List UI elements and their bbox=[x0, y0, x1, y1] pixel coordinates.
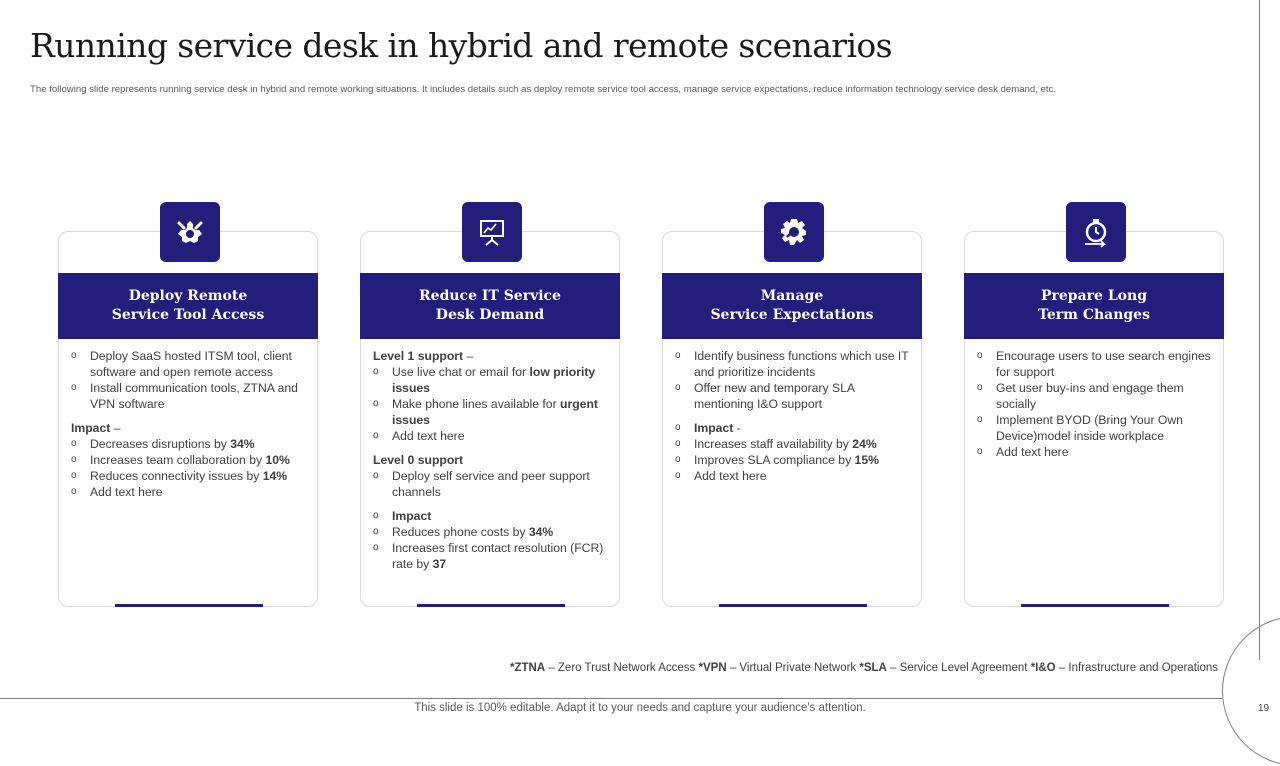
plain-text: Use live chat or email for bbox=[392, 365, 530, 379]
bullet-item bbox=[675, 468, 911, 484]
gear-hand-icon bbox=[764, 202, 824, 262]
bullet-marker: o bbox=[71, 350, 77, 361]
emphasis-text: 37 bbox=[432, 557, 447, 571]
plain-text: Reduces connectivity issues by bbox=[90, 469, 263, 483]
card-title bbox=[662, 273, 922, 339]
bullet-item bbox=[71, 484, 307, 500]
item-text bbox=[694, 436, 877, 452]
item-text bbox=[392, 364, 609, 396]
card-title bbox=[964, 273, 1224, 339]
item-text bbox=[90, 436, 255, 452]
item-text bbox=[90, 484, 163, 500]
item-text bbox=[694, 420, 741, 436]
bullet-item bbox=[977, 412, 1213, 444]
card-body bbox=[675, 348, 911, 484]
bullet-marker: o bbox=[977, 382, 983, 393]
card-title-line2: Service Expectations bbox=[710, 307, 874, 323]
page-number: 19 bbox=[1258, 703, 1270, 714]
footnote-term: *VPN bbox=[698, 662, 727, 674]
plain-text: Encourage users to use search engines for support bbox=[996, 349, 1211, 379]
item-text bbox=[694, 348, 911, 380]
bullet-item bbox=[675, 436, 911, 452]
footnote-term: *SLA bbox=[859, 662, 887, 674]
plain-text: Add text here bbox=[996, 445, 1069, 459]
bullet-item bbox=[71, 452, 307, 468]
bullet-item bbox=[675, 348, 911, 380]
emphasis-text: Level 0 support bbox=[373, 453, 464, 467]
card-title-line1: Reduce IT Service bbox=[419, 288, 561, 304]
emphasis-text: 10% bbox=[265, 453, 290, 467]
plain-text: Increases staff availability by bbox=[694, 437, 853, 451]
emphasis-text: Impact bbox=[71, 421, 111, 435]
bullet-item bbox=[977, 444, 1213, 460]
card-body bbox=[373, 348, 609, 572]
card-body bbox=[977, 348, 1213, 460]
emphasis-text: Level 1 support bbox=[373, 349, 464, 363]
item-text bbox=[996, 380, 1213, 412]
emphasis-text: Impact bbox=[694, 421, 734, 435]
bullet-item bbox=[977, 380, 1213, 412]
bullet-item bbox=[373, 540, 609, 572]
footer-divider bbox=[0, 698, 1222, 699]
plain-text: Add text here bbox=[694, 469, 767, 483]
item-text bbox=[996, 348, 1213, 380]
bullet-marker: o bbox=[675, 454, 681, 465]
item-text bbox=[90, 452, 290, 468]
plain-text: Add text here bbox=[90, 485, 163, 499]
card-bottom-bar bbox=[1021, 604, 1169, 607]
gear-settings-icon bbox=[160, 202, 220, 262]
plain-text: Increases first contact resolution (FCR) rate by bbox=[392, 541, 604, 571]
bullet-item bbox=[71, 348, 307, 380]
card-reduce-demand bbox=[360, 231, 620, 607]
bullet-marker: o bbox=[977, 414, 983, 425]
item-text bbox=[90, 348, 307, 380]
card-bottom-bar bbox=[417, 604, 565, 607]
page-subtitle: The following slide represents running service desk in hybrid and remote working situations. It includes details such as deploy remote service tool access, manage service expectations, reduce information technology service desk demand, etc. bbox=[30, 84, 1056, 95]
plain-text: Get user buy-ins and engage them socially bbox=[996, 381, 1184, 411]
bullet-item bbox=[373, 468, 609, 500]
item-text bbox=[392, 508, 431, 524]
item-text bbox=[392, 468, 609, 500]
plain-text: Offer new and temporary SLA mentioning I&O support bbox=[694, 381, 855, 411]
footnote-definition: – Service Level Agreement bbox=[886, 662, 1031, 674]
item-text bbox=[694, 380, 911, 412]
item-text bbox=[694, 452, 879, 468]
footnote-definition: – Zero Trust Network Access bbox=[545, 662, 699, 674]
plain-text: - bbox=[733, 421, 741, 435]
bullet-marker: o bbox=[675, 470, 681, 481]
footer-note: This slide is 100% editable. Adapt it to your needs and capture your audience's attention. bbox=[414, 702, 866, 714]
card-title-line2: Desk Demand bbox=[435, 307, 545, 323]
plain-text: Deploy self service and peer support channels bbox=[392, 469, 590, 499]
bullet-item bbox=[71, 436, 307, 452]
card-bottom-bar bbox=[115, 604, 263, 607]
item-text bbox=[71, 421, 120, 435]
bullet-marker: o bbox=[977, 350, 983, 361]
emphasis-text: low priority issues bbox=[392, 365, 596, 395]
plain-text: Make phone lines available for bbox=[392, 397, 561, 411]
bullet-marker: o bbox=[373, 430, 379, 441]
item-text bbox=[392, 428, 465, 444]
plain-text: – bbox=[110, 421, 121, 435]
plain-text: Improves SLA compliance by bbox=[694, 453, 855, 467]
bullet-item bbox=[675, 452, 911, 468]
bullet-item bbox=[373, 508, 609, 524]
item-text bbox=[694, 468, 767, 484]
bullet-item bbox=[373, 524, 609, 540]
card-title-line1: Prepare Long bbox=[1041, 288, 1147, 304]
footnote-term: *ZTNA bbox=[509, 662, 546, 674]
bullet-marker: o bbox=[71, 454, 77, 465]
bullet-marker: o bbox=[373, 398, 379, 409]
card-title-line1: Deploy Remote bbox=[128, 288, 248, 304]
item-text bbox=[392, 396, 609, 428]
section-heading bbox=[373, 452, 609, 468]
plain-text: Identify business functions which use IT and prioritize incidents bbox=[694, 349, 909, 379]
page-title: Running service desk in hybrid and remote scenarios bbox=[30, 26, 892, 65]
item-text bbox=[373, 349, 473, 363]
footnote-definition: – Infrastructure and Operations bbox=[1055, 662, 1218, 674]
plain-text: – bbox=[463, 349, 474, 363]
emphasis-text: urgent issues bbox=[392, 397, 598, 427]
bullet-marker: o bbox=[977, 446, 983, 457]
item-text bbox=[996, 444, 1069, 460]
bullet-item bbox=[373, 428, 609, 444]
bullet-item bbox=[977, 348, 1213, 380]
card-title-line1: Manage bbox=[760, 288, 824, 304]
bullet-marker: o bbox=[373, 470, 379, 481]
bullet-item bbox=[675, 420, 911, 436]
right-border-line bbox=[1259, 0, 1260, 660]
bullet-marker: o bbox=[71, 486, 77, 497]
card-long-term-changes bbox=[964, 231, 1224, 607]
bullet-marker: o bbox=[675, 382, 681, 393]
item-text bbox=[392, 524, 553, 540]
bullet-marker: o bbox=[675, 350, 681, 361]
bullet-marker: o bbox=[71, 382, 77, 393]
item-text bbox=[90, 380, 307, 412]
bullet-marker: o bbox=[373, 366, 379, 377]
abbreviations-footnote bbox=[510, 662, 1218, 674]
card-title-line2: Term Changes bbox=[1038, 307, 1150, 323]
corner-decoration-arc bbox=[1222, 616, 1280, 766]
bullet-marker: o bbox=[373, 510, 379, 521]
stopwatch-icon bbox=[1066, 202, 1126, 262]
bullet-marker: o bbox=[71, 438, 77, 449]
section-heading bbox=[373, 348, 609, 364]
plain-text: Deploy SaaS hosted ITSM tool, client software and open remote access bbox=[90, 349, 292, 379]
item-text bbox=[90, 468, 287, 484]
bullet-item bbox=[71, 468, 307, 484]
card-title bbox=[360, 273, 620, 339]
emphasis-text: 15% bbox=[854, 453, 879, 467]
bullet-marker: o bbox=[675, 438, 681, 449]
bullet-marker: o bbox=[71, 470, 77, 481]
plain-text: Add text here bbox=[392, 429, 465, 443]
bullet-marker: o bbox=[373, 526, 379, 537]
emphasis-text: 14% bbox=[262, 469, 288, 483]
emphasis-text: 34% bbox=[230, 437, 255, 451]
emphasis-text: 34% bbox=[528, 525, 554, 539]
footnote-term: *I&O bbox=[1030, 662, 1056, 674]
card-body bbox=[71, 348, 307, 500]
card-title-line2: Service Tool Access bbox=[111, 307, 265, 323]
card-deploy-remote bbox=[58, 231, 318, 607]
plain-text: Install communication tools, ZTNA and VPN software bbox=[90, 381, 298, 411]
bullet-item bbox=[675, 380, 911, 412]
presentation-board-icon bbox=[462, 202, 522, 262]
footnote-definition: – Virtual Private Network bbox=[726, 662, 860, 674]
item-text bbox=[996, 412, 1213, 444]
item-text bbox=[392, 540, 609, 572]
bullet-marker: o bbox=[675, 422, 681, 433]
item-text bbox=[373, 453, 463, 467]
card-manage-expectations bbox=[662, 231, 922, 607]
bullet-item bbox=[373, 364, 609, 396]
emphasis-text: 24% bbox=[852, 437, 877, 451]
section-heading bbox=[71, 420, 307, 436]
card-title bbox=[58, 273, 318, 339]
emphasis-text: Impact bbox=[392, 509, 432, 523]
plain-text: Reduces phone costs by bbox=[392, 525, 529, 539]
plain-text: Implement BYOD (Bring Your Own Device)model inside workplace bbox=[996, 413, 1183, 443]
bullet-item bbox=[71, 380, 307, 412]
bullet-item bbox=[373, 396, 609, 428]
bullet-marker: o bbox=[373, 542, 379, 553]
plain-text: Increases team collaboration by bbox=[90, 453, 266, 467]
plain-text: Decreases disruptions by bbox=[90, 437, 231, 451]
card-bottom-bar bbox=[719, 604, 867, 607]
